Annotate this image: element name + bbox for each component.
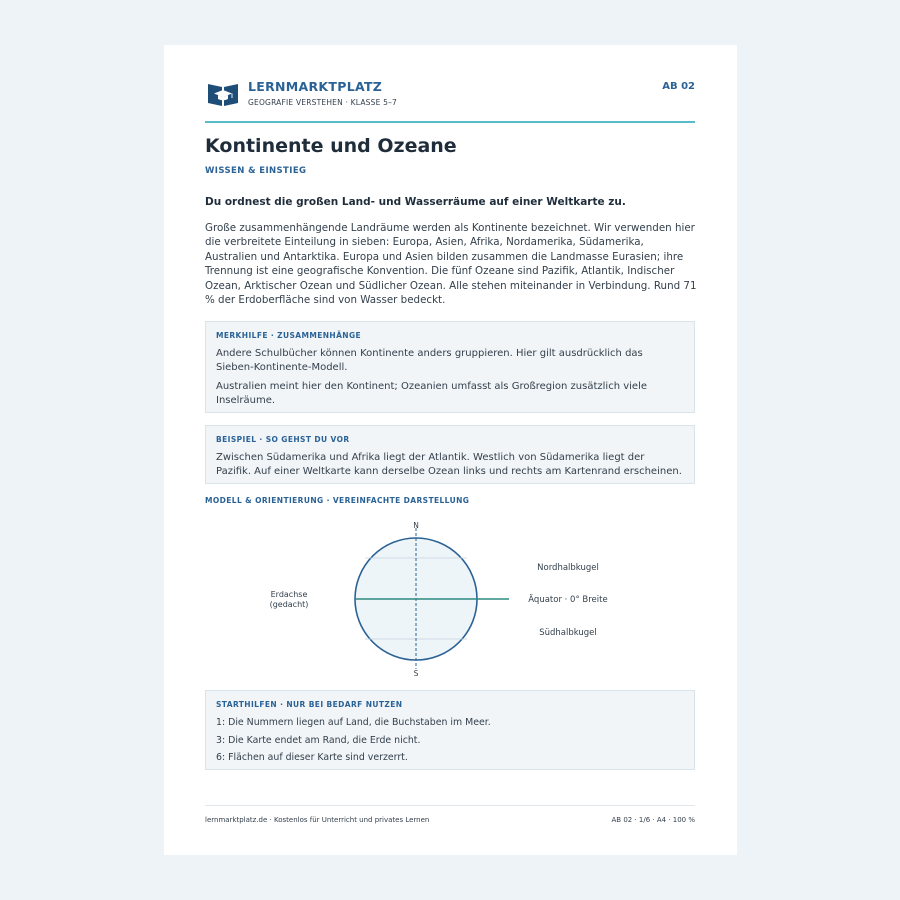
axis-label-line-1: Erdachse — [270, 590, 308, 599]
starthilfe-item: 6: Flächen auf dieser Karte sind verzerrt. — [216, 752, 408, 763]
north-hemisphere-label: Nordhalbkugel — [537, 563, 599, 573]
worksheet-page — [164, 45, 737, 855]
section-label: WISSEN & EINSTIEG — [205, 166, 307, 176]
merkhilfe-label: MERKHILFE · ZUSAMMENHÄNGE — [216, 331, 362, 340]
footer-divider — [205, 805, 695, 806]
globe-diagram — [205, 515, 695, 685]
book-logo-icon — [207, 81, 239, 107]
north-label: N — [413, 521, 419, 530]
footer-page-info: AB 02 · 1/6 · A4 · 100 % — [611, 816, 695, 824]
merkhilfe-paragraph-2: Australien meint hier den Kontinent; Ozeanien umfasst als Großregion zusätzlich viele Inselräume. — [216, 381, 648, 406]
axis-label-line-2: (gedacht) — [269, 600, 309, 609]
merkhilfe-box — [205, 321, 695, 413]
body-paragraph: Große zusammenhängende Landräume werden als Kontinente bezeichnet. Wir verwenden hier die verbreitete Einteilung in sieben: Europa, Asien, Afrika, Nordamerika, Südamerika, Australien und Antarktika. Europa und Asien bilden zusammen die Landmasse Eurasien; ihre Trennung ist eine geografische Konvention. Die fünf Ozeane sind Pazifik, Atlantik, Indischer Ozean, Arktischer Ozean und Südlicher Ozean. Alle stehen miteinander in Verbindung. Rund 71 % der Erdoberfläche sind von Wasser bedeckt. — [205, 222, 697, 307]
south-label: S — [413, 669, 419, 678]
starthilfe-item: 3: Die Karte endet am Rand, die Erde nicht. — [216, 735, 421, 746]
starthilfen-box — [205, 690, 695, 770]
brand-subtitle: GEOGRAFIE VERSTEHEN · KLASSE 5–7 — [248, 98, 397, 107]
page-title: Kontinente und Ozeane — [205, 135, 457, 157]
equator-label: Äquator · 0° Breite — [528, 595, 608, 605]
starthilfen-label: STARTHILFEN · NUR BEI BEDARF NUTZEN — [216, 700, 403, 709]
footer-site-note: lernmarktplatz.de · Kostenlos für Unterricht und privates Lernen — [205, 816, 430, 824]
header-divider — [205, 121, 695, 123]
lead-sentence: Du ordnest die großen Land- und Wasserräume auf einer Weltkarte zu. — [205, 196, 626, 208]
beispiel-box — [205, 425, 695, 484]
beispiel-label: BEISPIEL · SO GEHST DU VOR — [216, 435, 350, 444]
starthilfe-item: 1: Die Nummern liegen auf Land, die Buchstaben im Meer. — [216, 717, 491, 728]
beispiel-paragraph: Zwischen Südamerika und Afrika liegt der Atlantik. Westlich von Südamerika liegt der Pazifik. Auf einer Weltkarte kann derselbe Ozean links und rechts am Kartenrand erscheinen. — [216, 452, 682, 477]
model-label: MODELL & ORIENTIERUNG · VEREINFACHTE DARSTELLUNG — [205, 496, 470, 505]
south-hemisphere-label: Südhalbkugel — [539, 628, 597, 638]
sheet-id: AB 02 — [662, 81, 695, 92]
brand-name: LERNMARKTPLATZ — [248, 79, 383, 94]
merkhilfe-paragraph-1: Andere Schulbücher können Kontinente anders gruppieren. Hier gilt ausdrücklich das Sieben-Kontinente-Modell. — [216, 348, 643, 373]
